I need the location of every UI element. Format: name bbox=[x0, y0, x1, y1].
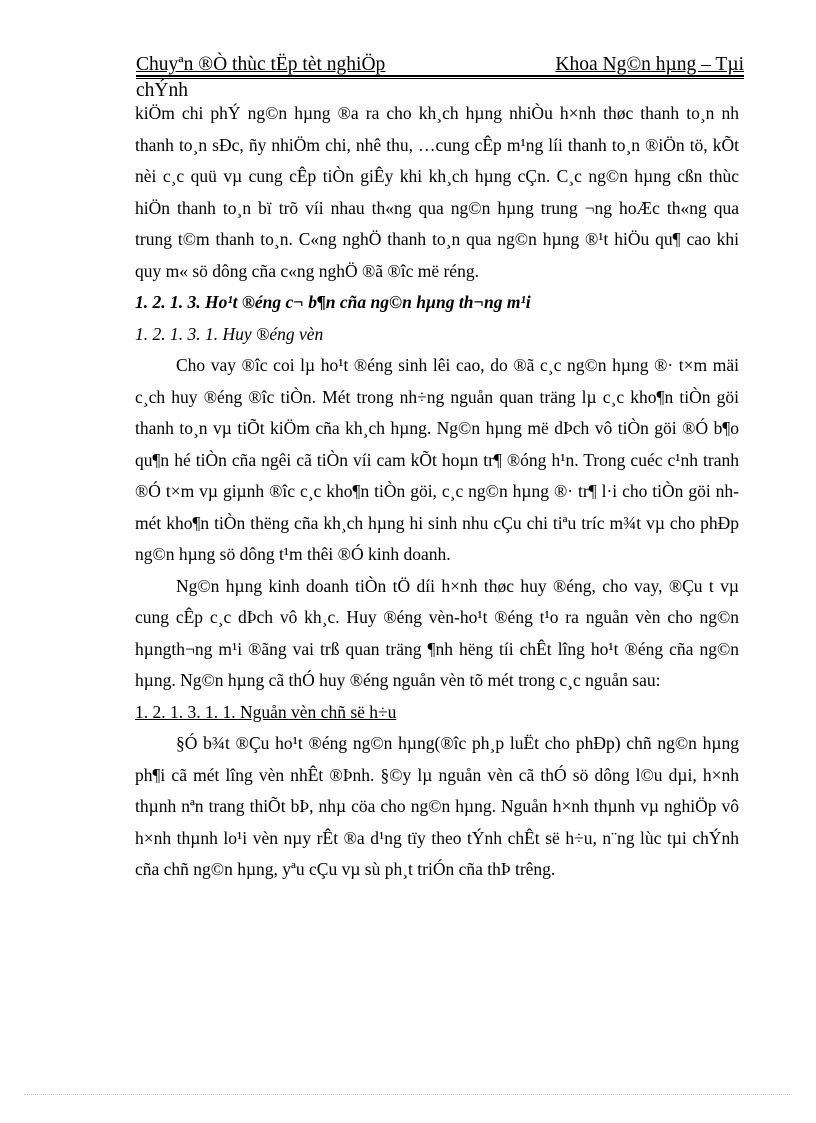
page-header bbox=[136, 54, 744, 76]
paragraph-3: Ng©n hµng kinh doanh tiÒn tÖ díi h×nh thøc huy ®éng, cho vay, ®Çu t vµ cung cÊp c¸c dÞch vô kh¸c. Huy ®éng vèn-ho¹t ®éng t¹o ra nguån vèn cho ng©n hµngth¬ng m¹i ®ãng vai trß quan träng ¶nh hëng tíi chÊt lîng ho¹t ®éng cña ng©n hµng. Ng©n hµng cã thÓ huy ®éng nguån vèn tõ mét trong c¸c nguån sau: bbox=[135, 575, 739, 690]
header-left-title: Chuyªn ®Ò thùc tËp tèt nghiÖp bbox=[136, 54, 386, 75]
heading-1-2-1-3: 1. 2. 1. 3. Ho¹t ®éng c¬ b¶n cña ng©n hµng th¬ng m¹i bbox=[135, 292, 531, 312]
header-rule bbox=[136, 75, 744, 77]
heading-1-2-1-3-1-1: 1. 2. 1. 3. 1. 1. Nguån vèn chñ së h÷u bbox=[135, 701, 397, 722]
header-right-title: Khoa Ng©n hµng – Tµi bbox=[555, 54, 744, 75]
document-body bbox=[135, 98, 739, 886]
header-wrap-text: chÝnh bbox=[136, 80, 188, 101]
paragraph-1: kiÖm chi phÝ ng©n hµng ®a ra cho kh¸ch hµng nhiÒu h×nh thøc thanh to¸n nh thanh to¸n sÐc, ñy nhiÖm chi, nhê thu, …cung cÊp m¹ng líi thanh to¸n ®iÖn tö, kÕt nèi c¸c quü vµ cung cÊp tiÒn giÊy khi kh¸ch hµng cÇn. C¸c ng©n hµng cßn thùc hiÖn thanh to¸n bï trõ víi nhau th«ng qua ng©n hµng trung ¬ng hoÆc th«ng qua trung t©m thanh to¸n. C«ng nghÖ thanh to¸n qua ng©n hµng ®¹t hiÖu qu¶ cao khi quy m« sö dông cña c«ng nghÖ ®ã ®îc më réng. bbox=[135, 103, 739, 281]
header-rule-thin bbox=[136, 78, 744, 79]
page-bottom-border bbox=[24, 1094, 792, 1095]
paragraph-2: Cho vay ®îc coi lµ ho¹t ®éng sinh lêi cao, do ®ã c¸c ng©n hµng ®· t×m mäi c¸ch huy ®éng ®îc tiÒn. Mét trong nh÷ng nguån quan träng lµ c¸c kho¶n tiÒn göi thanh to¸n vµ tiÕt kiÖm cña kh¸ch hµng. Ng©n hµng më dÞch vô tiÒn göi ®Ó b¶o qu¶n hé tiÒn cña ngêi cã tiÒn víi cam kÕt hoµn tr¶ ®óng h¹n. Trong cuéc c¹nh tranh ®Ó t×m vµ giµnh ®îc c¸c kho¶n tiÒn göi, c¸c ng©n hµng ®· tr¶ l·i cho tiÒn göi nh mét kho¶n tiÒn thëng cña kh¸ch hµng hi sinh nhu cÇu chi tiªu tríc m¾t vµ cho phÐp ng©n hµng sö dông t¹m thêi ®Ó kinh doanh. bbox=[135, 355, 739, 564]
paragraph-4: §Ó b¾t ®Çu ho¹t ®éng ng©n hµng(®îc ph¸p luËt cho phÐp) chñ ng©n hµng ph¶i cã mét lîng vèn nhÊt ®Þnh. §©y lµ nguån vèn cã thÓ sö dông l©u dµi, h×nh thµnh nªn trang thiÕt bÞ, nhµ cöa cho ng©n hµng. Nguån h×nh thµnh vµ nghiÖp vô h×nh thµnh lo¹i vèn nµy rÊt ®a d¹ng tïy theo tÝnh chÊt së h÷u, n¨ng lùc tµi chÝnh cña chñ ng©n hµng, yªu cÇu vµ sù ph¸t triÓn cña thÞ trêng. bbox=[135, 733, 739, 879]
heading-1-2-1-3-1: 1. 2. 1. 3. 1. Huy ®éng vèn bbox=[135, 323, 324, 344]
